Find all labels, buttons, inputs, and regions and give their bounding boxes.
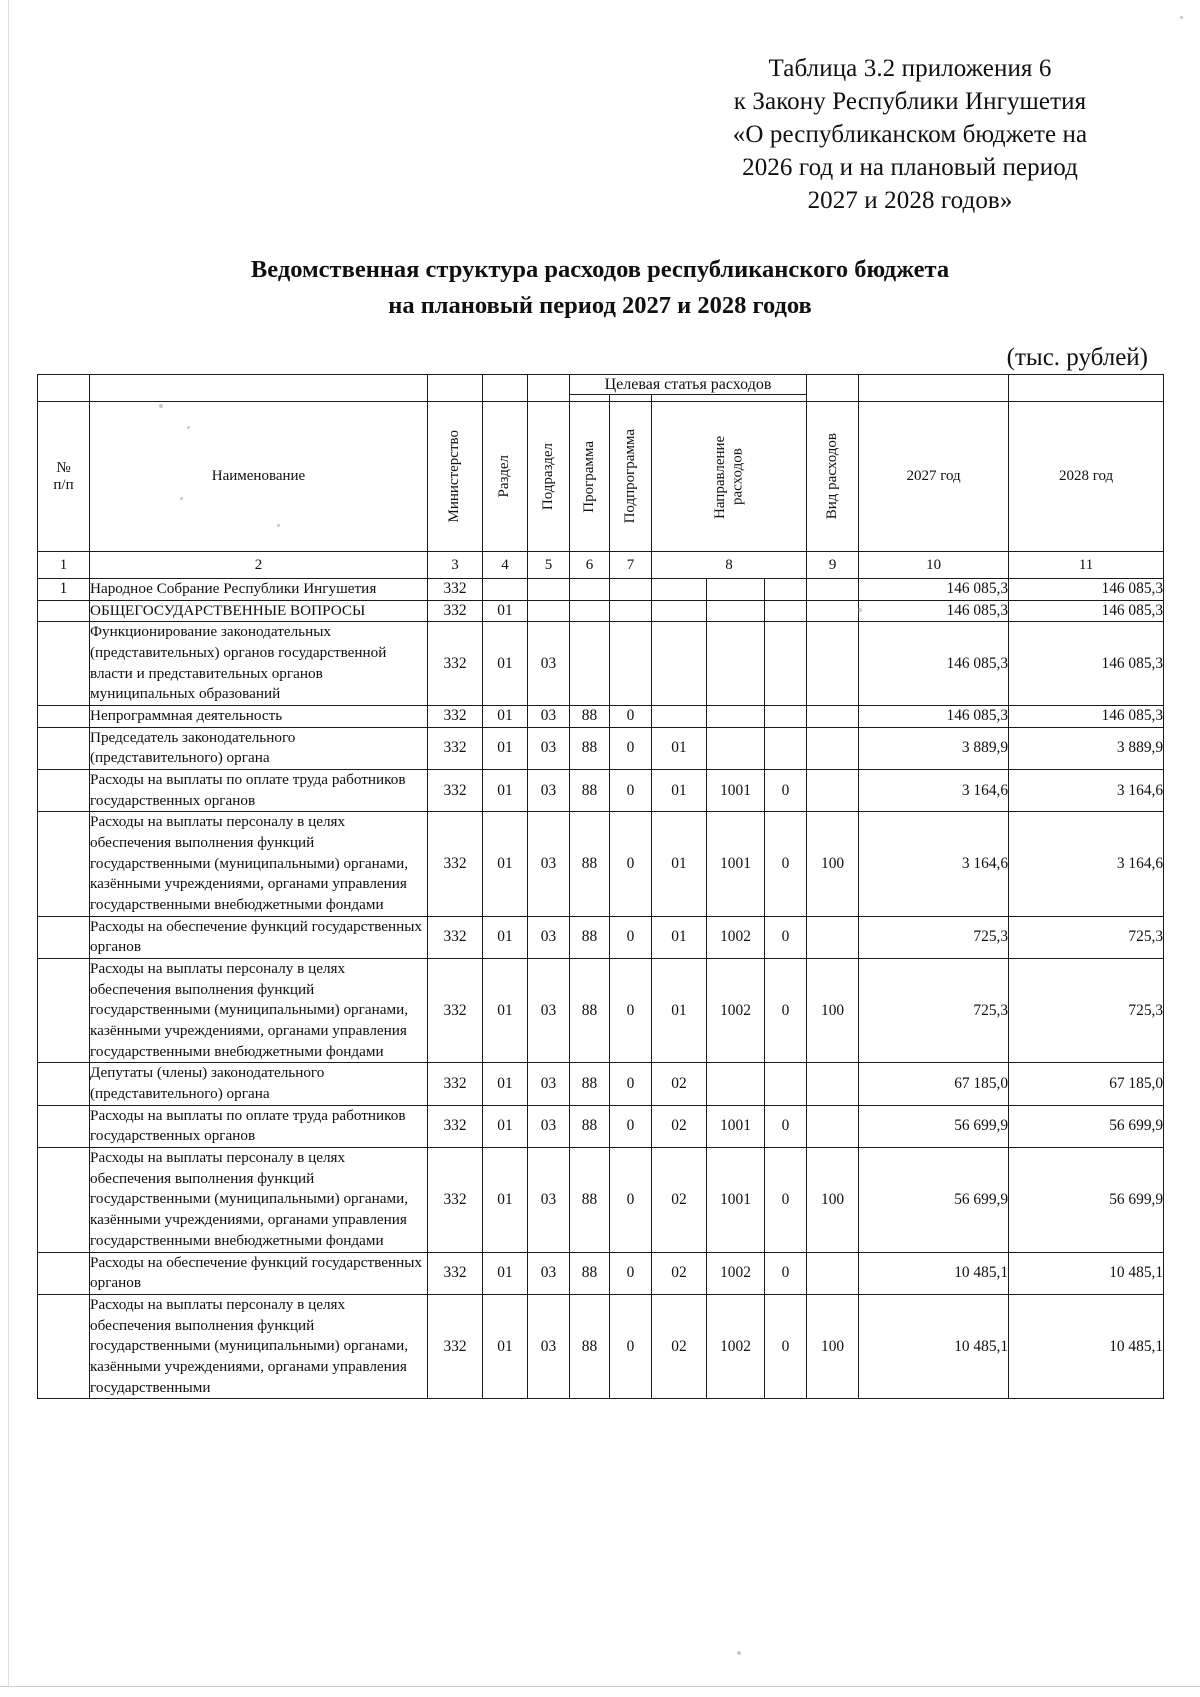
scan-speck [737, 1651, 741, 1655]
row-section: 01 [483, 1294, 528, 1398]
header-expense-type [807, 402, 859, 552]
colnum-1: 1 [38, 552, 90, 579]
doc-ref-line-2: к Закону Республики Ингушетия [733, 88, 1087, 115]
row-name: Расходы на выплаты по оплате труда работников государственных органов [90, 1105, 428, 1147]
scan-speck [187, 426, 190, 429]
row-index [38, 916, 90, 958]
row-direction-3 [765, 622, 807, 706]
row-amount-2028: 3 889,9 [1009, 727, 1164, 769]
row-amount-2027: 725,3 [859, 959, 1009, 1063]
row-subsection: 03 [528, 727, 570, 769]
colnum-2: 2 [90, 552, 428, 579]
row-ministry: 332 [428, 1252, 483, 1294]
row-amount-2027: 146 085,3 [859, 600, 1009, 622]
table-row [38, 812, 1164, 916]
row-section: 01 [483, 706, 528, 728]
row-expense-type: 100 [807, 1148, 859, 1252]
row-subprogram: 0 [610, 959, 652, 1063]
row-direction-1: 01 [652, 959, 707, 1063]
header-row-labels [38, 402, 1164, 552]
row-expense-type [807, 1252, 859, 1294]
row-direction-1 [652, 600, 707, 622]
row-amount-2027: 146 085,3 [859, 706, 1009, 728]
row-subprogram: 0 [610, 1105, 652, 1147]
row-subprogram: 0 [610, 1148, 652, 1252]
row-amount-2027: 3 164,6 [859, 812, 1009, 916]
row-subsection: 03 [528, 1105, 570, 1147]
row-index [38, 727, 90, 769]
units-note: (тыс. рублей) [1006, 344, 1148, 371]
row-subsection: 03 [528, 622, 570, 706]
row-subprogram [610, 622, 652, 706]
row-expense-type [807, 706, 859, 728]
scan-speck [277, 524, 280, 527]
row-amount-2027: 56 699,9 [859, 1148, 1009, 1252]
colnum-11: 11 [1009, 552, 1164, 579]
row-name: Расходы на обеспечение функций государственных органов [90, 1252, 428, 1294]
row-index [38, 959, 90, 1063]
row-section: 01 [483, 1148, 528, 1252]
page-title-line-2: на плановый период 2027 и 2028 годов [388, 291, 812, 319]
row-direction-2 [707, 727, 765, 769]
row-direction-3: 0 [765, 1105, 807, 1147]
doc-ref-line-5: 2027 и 2028 годов» [807, 187, 1013, 214]
row-direction-2: 1001 [707, 770, 765, 812]
scan-speck [858, 608, 862, 612]
row-ministry: 332 [428, 600, 483, 622]
row-name: Непрограммная деятельность [90, 706, 428, 728]
row-direction-1 [652, 622, 707, 706]
table-row [38, 727, 1164, 769]
row-program [570, 622, 610, 706]
row-direction-2: 1001 [707, 1105, 765, 1147]
row-section: 01 [483, 812, 528, 916]
row-index [38, 812, 90, 916]
row-ministry: 332 [428, 1148, 483, 1252]
page-title [0, 252, 1200, 323]
header-year-2028: 2028 год [1009, 402, 1164, 552]
row-direction-1: 01 [652, 916, 707, 958]
row-index [38, 770, 90, 812]
row-amount-2028: 725,3 [1009, 916, 1164, 958]
document-reference-block [670, 52, 1150, 217]
scan-edge-bottom [0, 1686, 1200, 1697]
table-row [38, 622, 1164, 706]
row-direction-3 [765, 706, 807, 728]
row-amount-2028: 3 164,6 [1009, 812, 1164, 916]
table-row [38, 959, 1164, 1063]
row-direction-2 [707, 706, 765, 728]
header-subprogram-label: Подпрограмма [621, 429, 638, 524]
row-direction-3: 0 [765, 959, 807, 1063]
row-amount-2028: 67 185,0 [1009, 1063, 1164, 1105]
row-subsection: 03 [528, 706, 570, 728]
header-direction [652, 402, 807, 552]
row-direction-3 [765, 600, 807, 622]
row-section: 01 [483, 916, 528, 958]
row-subprogram: 0 [610, 1294, 652, 1398]
header-index-line1: № [56, 459, 71, 476]
row-index [38, 706, 90, 728]
row-program: 88 [570, 706, 610, 728]
row-program: 88 [570, 959, 610, 1063]
colnum-6: 6 [570, 552, 610, 579]
row-name: ОБЩЕГОСУДАРСТВЕННЫЕ ВОПРОСЫ [90, 600, 428, 622]
header-direction-label: Направление расходов [711, 434, 746, 519]
table-row [38, 916, 1164, 958]
row-subsection: 03 [528, 812, 570, 916]
header-program [570, 402, 610, 552]
table-row [38, 1063, 1164, 1105]
row-ministry: 332 [428, 1063, 483, 1105]
row-ministry: 332 [428, 916, 483, 958]
row-section: 01 [483, 770, 528, 812]
row-ministry: 332 [428, 579, 483, 601]
row-amount-2028: 146 085,3 [1009, 600, 1164, 622]
row-name: Расходы на выплаты персоналу в целях обеспечения выполнения функций государственными (муниципальными) органами, казёнными учреждениями, органами управления государственными внебюджетными фондами [90, 959, 428, 1063]
row-index [38, 1148, 90, 1252]
row-index [38, 600, 90, 622]
row-expense-type [807, 600, 859, 622]
row-expense-type [807, 1105, 859, 1147]
row-direction-1: 02 [652, 1252, 707, 1294]
header-subprogram [610, 402, 652, 552]
row-expense-type [807, 579, 859, 601]
header-ministry-label: Министерство [446, 430, 463, 523]
row-name: Функционирование законодательных (представительных) органов государственной власти и представительных органов муниципальных образований [90, 622, 428, 706]
table-row [38, 1148, 1164, 1252]
colnum-8: 8 [652, 552, 807, 579]
row-direction-3 [765, 579, 807, 601]
doc-ref-line-3: «О республиканском бюджете на [732, 121, 1088, 148]
row-ministry: 332 [428, 727, 483, 769]
scan-speck [159, 404, 163, 408]
row-ministry: 332 [428, 1105, 483, 1147]
row-direction-1: 02 [652, 1063, 707, 1105]
row-subsection: 03 [528, 770, 570, 812]
row-name: Председатель законодательного (представительного) органа [90, 727, 428, 769]
row-direction-2 [707, 600, 765, 622]
row-amount-2028: 146 085,3 [1009, 622, 1164, 706]
row-direction-2: 1001 [707, 1148, 765, 1252]
row-name: Народное Собрание Республики Ингушетия [90, 579, 428, 601]
row-direction-1: 01 [652, 770, 707, 812]
row-program: 88 [570, 812, 610, 916]
table-row [38, 1105, 1164, 1147]
row-name: Расходы на выплаты персоналу в целях обеспечения выполнения функций государственными (муниципальными) органами, казёнными учреждениями, органами управления государственными внебюджетными фондами [90, 1148, 428, 1252]
row-amount-2027: 3 164,6 [859, 770, 1009, 812]
row-expense-type [807, 622, 859, 706]
doc-ref-line-4: 2026 год и на плановый период [742, 154, 1078, 181]
row-section: 01 [483, 622, 528, 706]
table-row [38, 1294, 1164, 1398]
table-body [38, 579, 1164, 1399]
row-amount-2028: 10 485,1 [1009, 1294, 1164, 1398]
header-index [38, 402, 90, 552]
row-program: 88 [570, 1294, 610, 1398]
row-name: Расходы на выплаты персоналу в целях обеспечения выполнения функций государственными (муниципальными) органами, казёнными учреждениями, органами управления государственными внебюджетными фондами [90, 812, 428, 916]
row-expense-type [807, 916, 859, 958]
table-row [38, 579, 1164, 601]
row-expense-type [807, 1063, 859, 1105]
row-direction-2: 1002 [707, 916, 765, 958]
row-index [38, 1252, 90, 1294]
table-row [38, 770, 1164, 812]
budget-table [37, 374, 1164, 1399]
scan-speck [1180, 16, 1183, 19]
header-name: Наименование [90, 402, 428, 552]
header-row-groups [38, 375, 1164, 395]
row-subsection: 03 [528, 916, 570, 958]
column-number-row [38, 552, 1164, 579]
row-subsection [528, 579, 570, 601]
row-index: 1 [38, 579, 90, 601]
row-direction-2: 1002 [707, 1252, 765, 1294]
table-row [38, 706, 1164, 728]
row-direction-1: 01 [652, 812, 707, 916]
row-expense-type [807, 770, 859, 812]
row-ministry: 332 [428, 1294, 483, 1398]
header-section [483, 402, 528, 552]
row-subprogram: 0 [610, 812, 652, 916]
page-title-line-1: Ведомственная структура расходов республиканского бюджета [250, 256, 950, 283]
row-name: Расходы на обеспечение функций государственных органов [90, 916, 428, 958]
row-amount-2028: 146 085,3 [1009, 706, 1164, 728]
budget-table-container [37, 374, 1163, 1399]
row-direction-3: 0 [765, 770, 807, 812]
colnum-7: 7 [610, 552, 652, 579]
row-index [38, 1294, 90, 1398]
scan-speck [180, 497, 183, 500]
row-direction-1: 02 [652, 1148, 707, 1252]
row-direction-1: 02 [652, 1294, 707, 1398]
row-expense-type: 100 [807, 1294, 859, 1398]
row-amount-2027: 10 485,1 [859, 1294, 1009, 1398]
row-amount-2027: 146 085,3 [859, 622, 1009, 706]
row-section: 01 [483, 1252, 528, 1294]
row-direction-2: 1002 [707, 1294, 765, 1398]
row-index [38, 622, 90, 706]
row-subsection: 03 [528, 1063, 570, 1105]
row-direction-3 [765, 1063, 807, 1105]
row-amount-2027: 10 485,1 [859, 1252, 1009, 1294]
row-name: Депутаты (члены) законодательного (представительного) органа [90, 1063, 428, 1105]
row-ministry: 332 [428, 706, 483, 728]
row-amount-2027: 67 185,0 [859, 1063, 1009, 1105]
row-section: 01 [483, 1063, 528, 1105]
row-direction-1 [652, 706, 707, 728]
row-subsection: 03 [528, 1294, 570, 1398]
header-subsection [528, 402, 570, 552]
row-program: 88 [570, 1148, 610, 1252]
row-section [483, 579, 528, 601]
row-subsection: 03 [528, 959, 570, 1063]
colnum-10: 10 [859, 552, 1009, 579]
row-amount-2027: 3 889,9 [859, 727, 1009, 769]
row-subprogram [610, 579, 652, 601]
row-direction-1 [652, 579, 707, 601]
row-program [570, 600, 610, 622]
row-direction-3: 0 [765, 916, 807, 958]
row-direction-1: 02 [652, 1105, 707, 1147]
row-program: 88 [570, 727, 610, 769]
colnum-5: 5 [528, 552, 570, 579]
row-ministry: 332 [428, 812, 483, 916]
row-expense-type: 100 [807, 959, 859, 1063]
doc-ref-line-1: Таблица 3.2 приложения 6 [768, 55, 1052, 82]
row-amount-2028: 3 164,6 [1009, 770, 1164, 812]
row-subprogram: 0 [610, 727, 652, 769]
row-direction-3: 0 [765, 1148, 807, 1252]
row-subprogram: 0 [610, 1252, 652, 1294]
header-subsection-label: Подраздел [539, 442, 556, 511]
row-amount-2028: 56 699,9 [1009, 1105, 1164, 1147]
row-direction-3: 0 [765, 1294, 807, 1398]
row-amount-2028: 10 485,1 [1009, 1252, 1164, 1294]
row-direction-2 [707, 622, 765, 706]
row-amount-2027: 146 085,3 [859, 579, 1009, 601]
colnum-4: 4 [483, 552, 528, 579]
row-subprogram: 0 [610, 916, 652, 958]
row-program: 88 [570, 1105, 610, 1147]
row-name: Расходы на выплаты по оплате труда работников государственных органов [90, 770, 428, 812]
row-amount-2027: 725,3 [859, 916, 1009, 958]
row-amount-2028: 146 085,3 [1009, 579, 1164, 601]
row-subsection: 03 [528, 1252, 570, 1294]
header-section-label: Раздел [496, 455, 513, 498]
table-head [38, 375, 1164, 579]
row-amount-2028: 56 699,9 [1009, 1148, 1164, 1252]
row-subsection [528, 600, 570, 622]
header-ministry [428, 402, 483, 552]
colnum-3: 3 [428, 552, 483, 579]
row-program: 88 [570, 916, 610, 958]
header-expense-type-label: Вид расходов [823, 433, 840, 520]
table-row [38, 1252, 1164, 1294]
row-subprogram: 0 [610, 1063, 652, 1105]
row-ministry: 332 [428, 622, 483, 706]
row-amount-2027: 56 699,9 [859, 1105, 1009, 1147]
row-program: 88 [570, 1063, 610, 1105]
row-direction-2: 1001 [707, 812, 765, 916]
row-expense-type: 100 [807, 812, 859, 916]
row-program: 88 [570, 1252, 610, 1294]
row-direction-3: 0 [765, 812, 807, 916]
row-subprogram: 0 [610, 770, 652, 812]
row-subsection: 03 [528, 1148, 570, 1252]
row-direction-3 [765, 727, 807, 769]
row-section: 01 [483, 959, 528, 1063]
row-index [38, 1105, 90, 1147]
colnum-9: 9 [807, 552, 859, 579]
row-direction-2 [707, 579, 765, 601]
header-year-2027: 2027 год [859, 402, 1009, 552]
row-amount-2028: 725,3 [1009, 959, 1164, 1063]
row-direction-2: 1002 [707, 959, 765, 1063]
row-section: 01 [483, 727, 528, 769]
row-ministry: 332 [428, 959, 483, 1063]
row-name: Расходы на выплаты персоналу в целях обеспечения выполнения функций государственными (муниципальными) органами, казёнными учреждениями, органами управления государственными [90, 1294, 428, 1398]
row-ministry: 332 [428, 770, 483, 812]
row-section: 01 [483, 1105, 528, 1147]
table-row [38, 600, 1164, 622]
row-subprogram [610, 600, 652, 622]
row-section: 01 [483, 600, 528, 622]
row-expense-type [807, 727, 859, 769]
row-index [38, 1063, 90, 1105]
row-direction-2 [707, 1063, 765, 1105]
row-program: 88 [570, 770, 610, 812]
row-direction-1: 01 [652, 727, 707, 769]
row-subprogram: 0 [610, 706, 652, 728]
header-program-label: Программа [580, 440, 597, 513]
header-target-expense-group: Целевая статья расходов [570, 375, 807, 395]
row-direction-3: 0 [765, 1252, 807, 1294]
row-program [570, 579, 610, 601]
header-index-line2: п/п [53, 476, 74, 493]
